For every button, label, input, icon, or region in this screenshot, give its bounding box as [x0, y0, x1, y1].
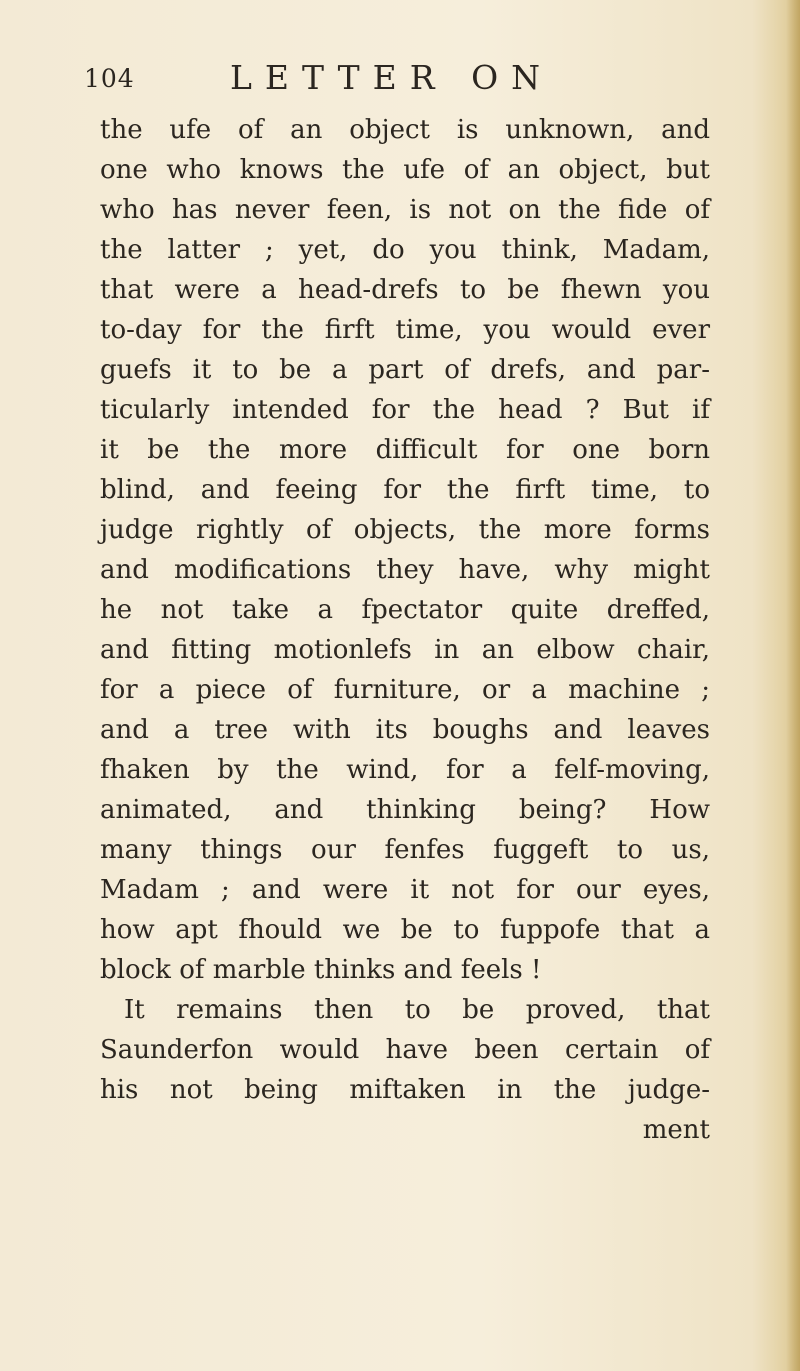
- text-line: It remains then to be proved, that: [124, 995, 710, 1025]
- catchword: ment: [642, 1115, 710, 1145]
- page-edge-shadow: [786, 0, 800, 1371]
- body-text: [100, 110, 710, 1150]
- text-line: the latter ; yet, do you think, Madam,: [100, 235, 710, 265]
- text-line: one who knows the ufe of an object, but: [100, 155, 710, 185]
- text-line: fhaken by the wind, for a felf-moving,: [100, 755, 710, 785]
- text-line: Saunderfon would have been certain of: [100, 1035, 710, 1065]
- text-line: guefs it to be a part of drefs, and par-: [100, 355, 710, 385]
- text-line: many things our fenfes fuggeft to us,: [100, 835, 710, 865]
- text-line: his not being miftaken in the judge-: [100, 1075, 710, 1105]
- text-line: Madam ; and were it not for our eyes,: [100, 875, 710, 905]
- text-line: and fitting motionlefs in an elbow chair,: [100, 635, 710, 665]
- text-line: and modifications they have, why might: [100, 555, 710, 585]
- text-line: block of marble thinks and feels !: [100, 955, 542, 985]
- page-number: 104: [84, 64, 135, 93]
- text-line: how apt fhould we be to fuppofe that a: [100, 915, 710, 945]
- text-line: and a tree with its boughs and leaves: [100, 715, 710, 745]
- text-line: judge rightly of objects, the more forms: [100, 515, 710, 545]
- text-line: ticularly intended for the head ? But if: [100, 395, 710, 425]
- text-line: for a piece of furniture, or a machine ;: [100, 675, 710, 705]
- text-line: to-day for the firft time, you would ever: [100, 315, 710, 345]
- text-line: he not take a fpectator quite dreffed,: [100, 595, 710, 625]
- text-line: it be the more difficult for one born: [100, 435, 710, 465]
- text-line: that were a head-drefs to be fhewn you: [100, 275, 710, 305]
- page-header: [84, 58, 644, 98]
- text-line: the ufe of an object is unknown, and: [100, 115, 710, 145]
- text-line: blind, and feeing for the firft time, to: [100, 475, 710, 505]
- text-line: animated, and thinking being? How: [100, 795, 710, 825]
- text-line: who has never feen, is not on the fide of: [100, 195, 710, 225]
- running-head: LETTER ON: [230, 58, 553, 97]
